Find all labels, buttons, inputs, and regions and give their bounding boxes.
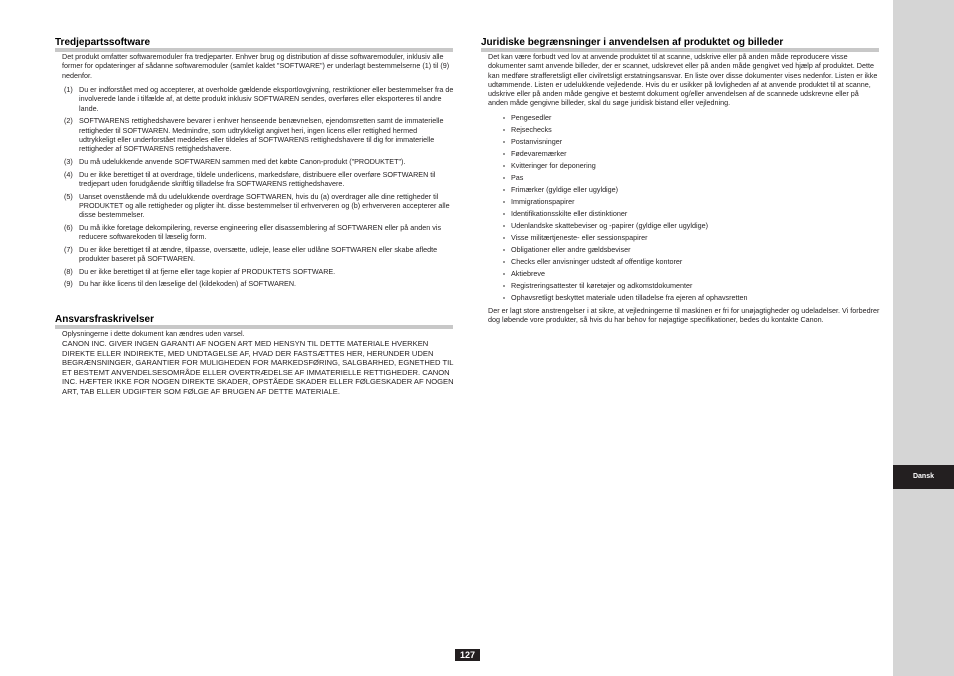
term-number: (6): [64, 222, 73, 232]
section-heading-third-party-software: [55, 36, 453, 52]
bullet-icon: [503, 249, 505, 251]
term-item: [64, 116, 454, 153]
bullet-icon: [503, 189, 505, 191]
term-number: (2): [64, 116, 73, 126]
heading-text: Tredjepartssoftware: [55, 37, 151, 48]
bullet-icon: [503, 213, 505, 215]
bullet-icon: [503, 165, 505, 167]
bullet-icon: [503, 261, 505, 263]
restricted-document-item: [503, 197, 878, 209]
bullet-icon: [503, 117, 505, 119]
restricted-document-item: [503, 233, 878, 245]
restricted-document-label: Checks eller anvisninger udstedt af offentlige kontorer: [511, 257, 683, 266]
restricted-document-label: Rejsechecks: [511, 125, 552, 134]
restricted-document-label: Frimærker (gyldige eller ugyldige): [511, 185, 619, 194]
term-number: (7): [64, 244, 73, 254]
restricted-document-label: Visse militærtjeneste- eller sessionspapirer: [511, 233, 648, 242]
term-item: [64, 170, 454, 189]
heading-text: Ansvarsfraskrivelser: [55, 314, 154, 325]
term-text: Uanset ovenstående må du udelukkende overdrage SOFTWAREN, hvis du (a) overdrager alle dine rettigheder til PRODUKTET og alle rettigheder og pligter iht. disse bestemmelser til erhververen og (b) erhververen accepterer alle disse bestemmelser.: [79, 191, 450, 220]
term-number: (8): [64, 266, 73, 276]
side-margin-band: [893, 0, 954, 676]
restricted-documents-list: [503, 113, 878, 305]
restricted-document-label: Registreringsattester til køretøjer og adkomstdokumenter: [511, 281, 693, 290]
section-heading-legal-restrictions: [481, 36, 879, 52]
restricted-document-item: [503, 245, 878, 257]
restricted-document-label: Fødevaremærker: [511, 149, 567, 158]
heading-text: Juridiske begrænsninger i anvendelsen af produktet og billeder: [481, 37, 784, 48]
term-item: [64, 245, 454, 264]
term-item: [64, 223, 454, 242]
bullet-icon: [503, 141, 505, 143]
restricted-document-item: [503, 209, 878, 221]
bullet-icon: [503, 237, 505, 239]
restricted-document-item: [503, 137, 878, 149]
term-number: (3): [64, 156, 73, 166]
term-number: (9): [64, 279, 73, 289]
bullet-icon: [503, 201, 505, 203]
restricted-document-item: [503, 185, 878, 197]
term-number: (5): [64, 191, 73, 201]
bullet-icon: [503, 285, 505, 287]
third-party-intro: Det produkt omfatter softwaremoduler fra tredjeparter. Enhver brug og distribution af disse softwaremoduler, inklusiv alle former for opdateringer af sådanne softwaremoduler (samlet kaldet "SOFTWARE") er underlagt bestemmelserne (1) til (9) nedenfor.: [62, 52, 450, 80]
term-text: Du er indforstået med og accepterer, at overholde gældende eksportlovgivning, restriktioner eller bestemmelser fra de involverede lande i tilfælde af, at dette produkt inklusiv SOFTWAREN sendes, overføres eller eksporteres til andre lande.: [79, 85, 454, 113]
restricted-document-item: [503, 221, 878, 233]
term-item: [64, 279, 454, 288]
legal-outro: Der er lagt store anstrengelser i at sikre, at vejledningerne til maskinen er fri for unøjagtigheder og udeladelser. Vi forbedrer dog løbende vore produkter, så hvis du har behov for nøjagtige specifikationer, bedes du kontakte Canon.: [488, 306, 880, 325]
page-number: 127: [455, 649, 480, 661]
restricted-document-item: [503, 125, 878, 137]
restricted-document-item: [503, 161, 878, 173]
term-text: Du er ikke berettiget til at ændre, tilpasse, oversætte, udleje, lease eller udlåne SOFTWAREN eller skabe afledte produkter baseret på SOFTWAREN.: [79, 244, 438, 264]
term-text: Du er ikke berettiget til at fjerne eller tage kopier af PRODUKTETS SOFTWARE.: [79, 266, 336, 276]
bullet-icon: [503, 273, 505, 275]
bullet-icon: [503, 297, 505, 299]
restricted-document-label: Postanvisninger: [511, 137, 563, 146]
restricted-document-label: Kvitteringer for deponering: [511, 161, 596, 170]
restricted-document-item: [503, 281, 878, 293]
restricted-document-label: Obligationer eller andre gældsbeviser: [511, 245, 631, 254]
term-item: [64, 267, 454, 276]
term-text: SOFTWARENS rettighedshavere bevarer i enhver henseende benævnelsen, ejendomsretten samt de immaterielle rettigheder til SOFTWAREN. Medmindre, som udtrykkeligt angivet heri, ingen licens eller rettighed hermed udtrykkeligt eller underforstået meddeles eller tildeles af SOFTWARENS rettighedshavere til dig for immaterielle rettigheder af SOFTWARENS rettighedshavere.: [79, 116, 444, 154]
bullet-icon: [503, 177, 505, 179]
term-text: Du må ikke foretage dekompilering, reverse engineering eller disassemblering af SOFTWAREN eller på anden vis reducere softwarekoden til læselig form.: [79, 222, 442, 242]
bullet-icon: [503, 153, 505, 155]
restricted-document-label: Ophavsretligt beskyttet materiale uden tilladelse fra ejeren af ophavsretten: [511, 293, 748, 302]
disclaimer-body: CANON INC. GIVER INGEN GARANTI AF NOGEN ART MED HENSYN TIL DETTE MATERIALE HVERKEN DIREKTE ELLER INDIREKTE, MED UNDTAGELSE AF, HVAD DER FASTSÆTTES HER, HERUNDER UDEN BEGRÆNSNINGER, GARANTIER FOR MULIGHEDEN FOR MARKEDSFØRING, SALGBARHED, EGNETHED TIL ET BESTEMT ANVENDELSESOMRÅDE ELLER OVERTRÆDELSE AF IMMATERIELLE RETTIGHEDER. CANON INC. HÆFTER IKKE FOR NOGEN DIREKTE SKADER, OPSTÅEDE SKADER ELLER FØLGESKADER AF NOGEN ART, TAB ELLER UDGIFTER SOM FØLGE AF BRUGEN AF DETTE MATERIALE.: [62, 339, 454, 396]
restricted-document-item: [503, 269, 878, 281]
disclaimer-notice: Oplysningerne i dette dokument kan ændres uden varsel.: [62, 329, 245, 338]
term-item: [64, 157, 454, 166]
terms-list: [64, 85, 454, 292]
language-tab: Dansk: [893, 465, 954, 489]
bullet-icon: [503, 225, 505, 227]
restricted-document-item: [503, 149, 878, 161]
legal-intro: Det kan være forbudt ved lov at anvende produktet til at scanne, udskrive eller på anden måde reproducere visse dokumenter samt anvende billeder, der er scannet, udskrevet eller på anden måde gengivet ved hjælp af produktet. Dette kan medføre strafferetsligt eller civilretsligt erstatningsansvar. En liste over disse dokumenter vises nedenfor. Listen er ikke udtømmende. Listen er udelukkende vejledende. Hvis du er usikker på lovligheden af at anvende produktet til at scanne, udskrive eller på anden måde gengive et bestemt dokument og/eller anvendelsen af de scannede udskrevne eller på anden måde gengivne billeder, skal du søge juridisk bistand eller vejledning.: [488, 52, 878, 108]
restricted-document-item: [503, 173, 878, 185]
term-item: [64, 192, 454, 220]
restricted-document-label: Immigrationspapirer: [511, 197, 575, 206]
restricted-document-label: Pas: [511, 173, 524, 182]
restricted-document-label: Aktiebreve: [511, 269, 545, 278]
restricted-document-item: [503, 113, 878, 125]
term-text: Du er ikke berettiget til at overdrage, tildele underlicens, markedsføre, distribuere eller overføre SOFTWAREN til tredjepart uden forudgående skriftlig tilladelse fra SOFTWARENS rettighedshavere.: [79, 169, 436, 188]
restricted-document-label: Identifikationsskilte eller distinktioner: [511, 209, 628, 218]
bullet-icon: [503, 129, 505, 131]
section-heading-disclaimers: [55, 313, 453, 329]
term-text: Du har ikke licens til den læselige del (kildekoden) af SOFTWAREN.: [79, 279, 297, 289]
restricted-document-label: Pengesedler: [511, 113, 552, 122]
term-text: Du må udelukkende anvende SOFTWAREN sammen med det købte Canon-produkt ("PRODUKTET").: [79, 156, 406, 166]
term-item: [64, 85, 454, 113]
restricted-document-item: [503, 293, 878, 305]
term-number: (1): [64, 85, 73, 94]
term-number: (4): [64, 169, 73, 179]
restricted-document-item: [503, 257, 878, 269]
restricted-document-label: Udenlandske skattebeviser og -papirer (gyldige eller ugyldige): [511, 221, 708, 230]
